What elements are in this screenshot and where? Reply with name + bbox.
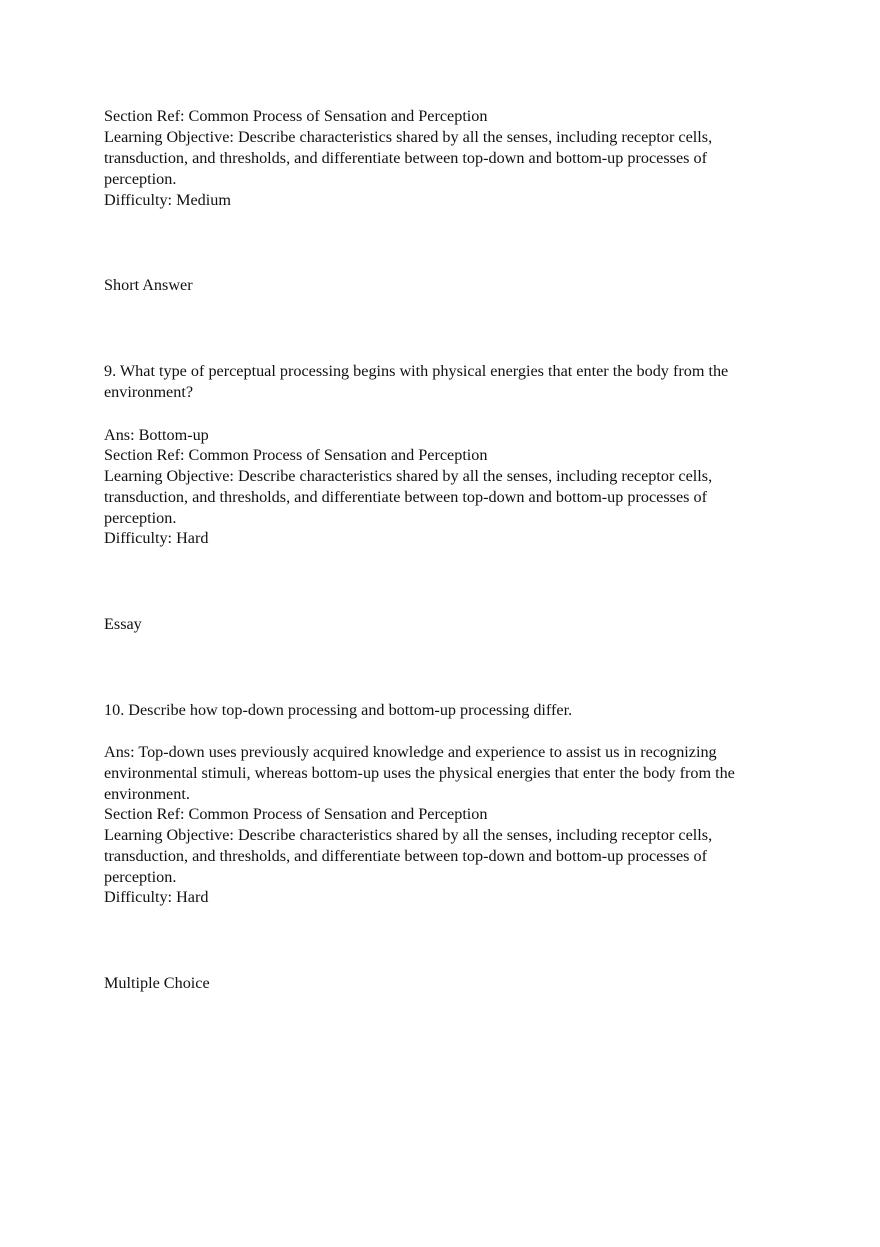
q9-question-line-2: environment? (104, 383, 193, 401)
q8-learning-objective-line-1: Learning Objective: Describe characteristics shared by all the senses, including receptor cells, (104, 128, 713, 146)
q9-learning-objective-line-3: perception. (104, 509, 177, 527)
q10-answer-line-3: environment. (104, 785, 190, 803)
q10-learning-objective-line-3: perception. (104, 868, 177, 886)
q8-learning-objective-line-2: transduction, and thresholds, and differentiate between top-down and bottom-up processes of (104, 149, 707, 167)
short-answer-heading: Short Answer (104, 276, 193, 294)
q8-difficulty: Difficulty: Medium (104, 191, 231, 209)
q8-learning-objective-line-3: perception. (104, 170, 177, 188)
q9-learning-objective-line-1: Learning Objective: Describe characteristics shared by all the senses, including receptor cells, (104, 467, 713, 485)
multiple-choice-heading: Multiple Choice (104, 974, 210, 992)
q9-learning-objective-line-2: transduction, and thresholds, and differentiate between top-down and bottom-up processes of (104, 488, 707, 506)
q9-difficulty: Difficulty: Hard (104, 529, 209, 547)
q10-learning-objective-line-1: Learning Objective: Describe characteristics shared by all the senses, including receptor cells, (104, 826, 713, 844)
q10-question-line-1: 10. Describe how top-down processing and bottom-up processing differ. (104, 701, 573, 719)
q9-answer: Ans: Bottom-up (104, 426, 209, 444)
q10-answer-line-1: Ans: Top-down uses previously acquired knowledge and experience to assist us in recognizing (104, 743, 717, 761)
essay-heading: Essay (104, 615, 142, 633)
q9-question-line-1: 9. What type of perceptual processing begins with physical energies that enter the body from the (104, 362, 729, 380)
q10-section-ref: Section Ref: Common Process of Sensation and Perception (104, 805, 488, 823)
q10-difficulty: Difficulty: Hard (104, 888, 209, 906)
q9-section-ref: Section Ref: Common Process of Sensation and Perception (104, 446, 488, 464)
q8-section-ref: Section Ref: Common Process of Sensation and Perception (104, 107, 488, 125)
q10-answer-line-2: environmental stimuli, whereas bottom-up uses the physical energies that enter the body from the (104, 764, 735, 782)
q10-learning-objective-line-2: transduction, and thresholds, and differentiate between top-down and bottom-up processes of (104, 847, 707, 865)
